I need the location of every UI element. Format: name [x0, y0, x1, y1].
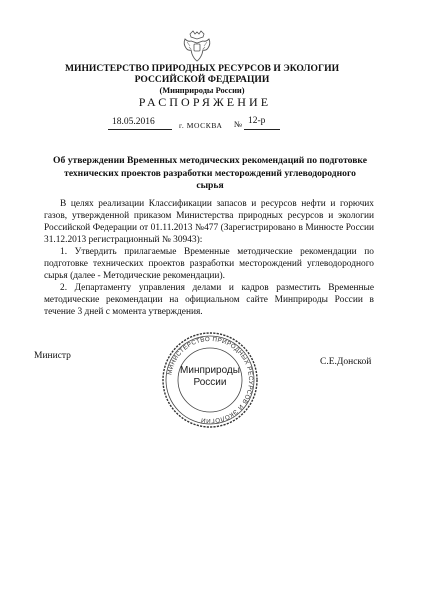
signer-name: С.Е.Донской — [320, 357, 372, 367]
title-line1: Об утверждении Временных методических рекомендаций по подготовке — [53, 155, 367, 166]
date-underline — [108, 129, 172, 130]
ministry-name-line1: МИНИСТЕРСТВО ПРИРОДНЫХ РЕСУРСОВ И ЭКОЛОГИИ — [64, 63, 340, 74]
document-body — [44, 198, 374, 318]
seal-ring-text: МИНИСТЕРСТВО ПРИРОДНЫХ РЕСУРСОВ И ЭКОЛОГИИ — [166, 335, 255, 425]
ministry-short-name: (Минприроды России) — [159, 86, 245, 95]
title-line3: сырья — [196, 180, 224, 191]
double-headed-eagle-emblem-icon — [182, 30, 212, 62]
document-number: 12-р — [248, 116, 266, 126]
seal-line1: Минприроды — [180, 365, 240, 376]
seal-center-text — [160, 365, 260, 389]
number-underline — [244, 129, 280, 130]
document-number-label: № — [234, 119, 243, 129]
body-paragraph-item-2: 2. Департаменту управления делами и кадров разместить Временные методические рекомендации на официальном сайте Минприроды России в течение 3 дней с момента утверждения. — [44, 283, 374, 317]
signer-title: Министр — [34, 351, 71, 361]
document-date: 18.05.2016 — [112, 117, 155, 127]
document-title — [40, 155, 380, 193]
seal-line2: России — [193, 377, 227, 388]
body-paragraph-item-1: 1. Утвердить прилагаемые Временные методические рекомендации по подготовке технических проектов разработки месторождений углеводородного сырья (далее - Методические рекомендации). — [44, 247, 374, 281]
document-type: РАСПОРЯЖЕНИЕ — [138, 95, 272, 109]
document-city: г. МОСКВА — [179, 121, 223, 130]
body-paragraph-preamble: В целях реализации Классификации запасов и ресурсов нефти и горючих газов, утвержденной приказом Министерства природных ресурсов и экологии Российской Федерации от 01.11.2013 №477 (Зарегистрировано в Минюсте России 31.12.2013 регистрационный № 30943): — [44, 199, 374, 245]
ministry-name-line2: РОССИЙСКОЙ ФЕДЕРАЦИИ — [134, 74, 270, 85]
ministry-header — [60, 63, 344, 96]
title-line2: технических проектов разработки месторождений углеводородного — [64, 167, 356, 179]
